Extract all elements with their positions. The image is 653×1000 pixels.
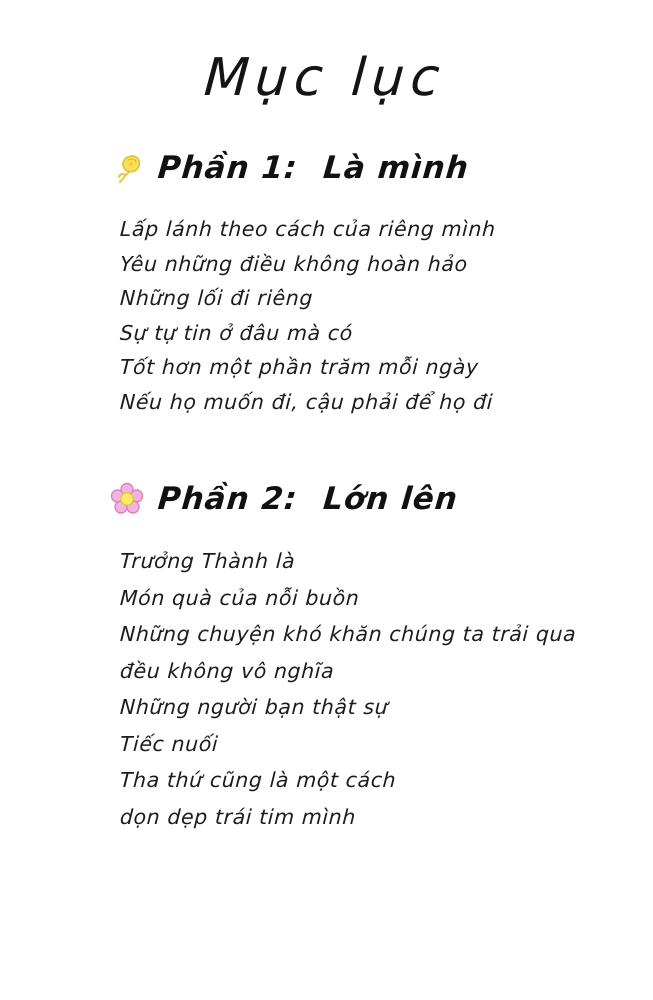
section-1-part-word: Phần — [156, 150, 252, 186]
list-item[interactable]: Những lối đi riêng — [119, 286, 314, 310]
list-item[interactable]: Tiếc nuối — [119, 731, 219, 756]
list-item[interactable]: Tốt hơn một phần trăm mỗi ngày — [119, 355, 480, 379]
list-item[interactable]: Những chuyện khó khăn chúng ta trải qua — [119, 622, 577, 646]
page-title: Mục lục — [202, 48, 448, 108]
section-2-heading — [110, 481, 613, 517]
list-item[interactable]: Yêu những điều không hoàn hảo — [119, 251, 469, 276]
list-item[interactable]: Lấp lánh theo cách của riêng mình — [119, 217, 497, 241]
section-2-items — [112, 543, 613, 835]
section-part-2 — [0, 481, 653, 835]
section-1-number: 1 — [260, 150, 286, 186]
list-item[interactable]: đều không vô nghĩa — [119, 658, 335, 683]
yellow-flower-bud-icon — [110, 151, 144, 185]
section-2-name: Lớn lên — [321, 481, 460, 517]
section-1-title — [156, 150, 470, 186]
list-item[interactable]: Sự tự tin ở đâu mà có — [119, 320, 354, 345]
section-2-title — [156, 481, 459, 517]
list-item[interactable]: Trưởng Thành là — [119, 549, 296, 573]
section-1-name: Là mình — [321, 150, 471, 186]
section-2-part-word: Phần — [156, 481, 252, 517]
section-1-separator: : — [282, 150, 300, 186]
section-2-separator: : — [282, 481, 300, 517]
list-item[interactable]: Món quà của nỗi buồn — [119, 585, 361, 610]
section-2-number: 2 — [260, 481, 286, 517]
list-item[interactable]: dọn dẹp trái tim mình — [119, 804, 357, 829]
section-1-heading — [110, 150, 613, 186]
list-item[interactable]: Tha thứ cũng là một cách — [119, 768, 397, 792]
section-part-1 — [0, 150, 653, 419]
section-1-items — [112, 212, 613, 419]
list-item[interactable]: Nếu họ muốn đi, cậu phải để họ đi — [119, 389, 494, 414]
list-item[interactable]: Những người bạn thật sự — [119, 695, 389, 719]
pink-flower-icon — [110, 482, 144, 516]
